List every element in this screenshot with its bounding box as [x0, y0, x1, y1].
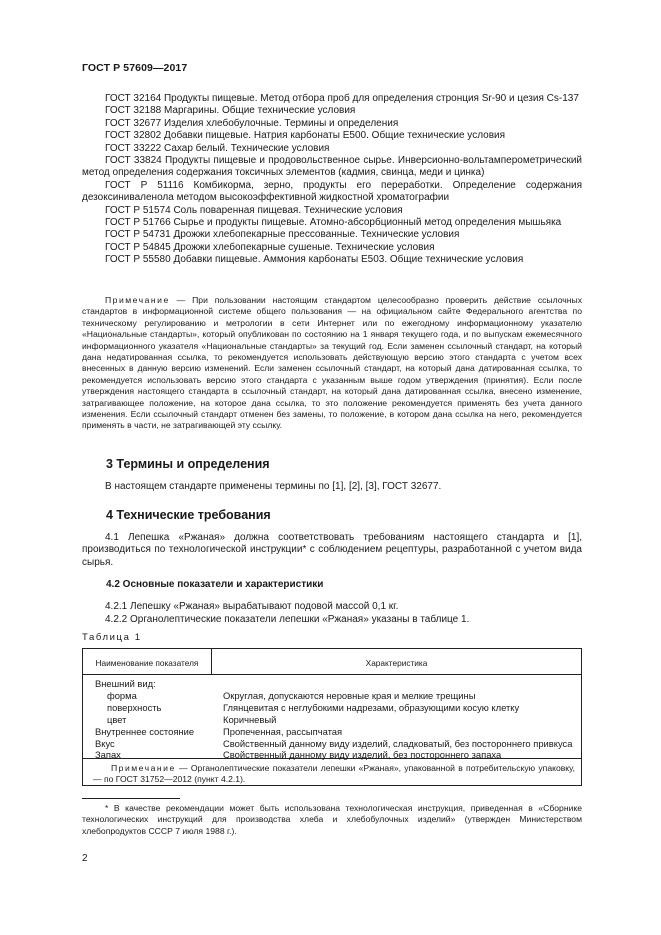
table-row: [83, 749, 581, 761]
row-label: Вкус: [95, 738, 115, 749]
table-body: [83, 675, 581, 759]
paragraph-4-1: 4.1 Лепешка «Ржаная» должна соответствовать требованиям настоящего стандарта и [1], производиться по технологической инструкции* с соблюдением рецептуры, разработанной с учетом вида сырья.: [82, 532, 582, 568]
reference-item: ГОСТ 32802 Добавки пищевые. Натрия карбонаты Е500. Общие технические условия: [105, 130, 506, 142]
references-note: [82, 295, 582, 432]
page-number: 2: [82, 853, 88, 864]
document-header: ГОСТ Р 57609—2017: [82, 62, 188, 74]
reference-item: ГОСТ Р 54845 Дрожжи хлебопекарные сушеные. Технические условия: [105, 241, 435, 253]
normative-references-list: [82, 93, 582, 267]
row-value: Пропеченная, рассыпчатая: [223, 726, 343, 737]
paragraph-4-2-2: 4.2.2 Органолептические показатели лепешки «Ржаная» указаны в таблице 1.: [105, 614, 470, 625]
row-label: цвет: [107, 714, 127, 725]
row-label: поверхность: [107, 702, 162, 713]
table-note-text: — Органолептические показатели лепешки «Ржаная», упакованной в потребительскую упаковку, — по ГОСТ 31752—2012 (пункт 4.2.1).: [93, 763, 575, 785]
column-header-characteristic: Характеристика: [365, 658, 428, 668]
table-row: [83, 690, 581, 702]
section-3-text: В настоящем стандарте применены термины по [1], [2], [3], ГОСТ 32677.: [105, 481, 442, 492]
table-row: [83, 714, 581, 726]
table-caption: Таблица 1: [82, 632, 142, 643]
footnote-divider: [82, 798, 180, 799]
reference-item: ГОСТ Р 51766 Сырье и продукты пищевые. Атомно-абсорбционный метод определения мышьяка: [105, 217, 562, 229]
table-row: [83, 726, 581, 738]
row-value: Округлая, допускаются неровные края и мелкие трещины: [223, 690, 476, 701]
row-value: Свойственный данному виду изделий, сладковатый, без постороннего привкуса: [223, 738, 573, 749]
subsection-4-2-title: 4.2 Основные показатели и характеристики: [106, 579, 324, 590]
section-3-title: 3 Термины и определения: [106, 457, 270, 471]
table-header-row: [83, 649, 581, 675]
reference-item: ГОСТ 33824 Продукты пищевые и продовольственное сырье. Инверсионно-вольтамперометрический метод определения содержания токсичных элементов (кадмия, свинца, меди и цинка): [82, 155, 582, 179]
table-note-label: Примечание: [111, 763, 176, 773]
footnote: * В качестве рекомендации может быть использована технологическая инструкция, приведенная в «Сборнике технологических инструкций для производства хлеба и хлебобулочных изделий» (утвержден Министерством хлебопродуктов СССР 7 июля 1988 г.).: [82, 803, 582, 836]
row-label: Внешний вид:: [95, 678, 156, 689]
note-label: Примечание: [105, 295, 170, 305]
table-note: [93, 763, 575, 786]
reference-item: ГОСТ 32164 Продукты пищевые. Метод отбора проб для определения стронция Sr-90 и цезия Cs-137: [105, 93, 579, 104]
section-4-title: 4 Технические требования: [106, 508, 271, 522]
organoleptic-table: [82, 648, 582, 786]
row-value: Глянцевитая с неглубокими надрезами, образующими косую клетку: [223, 702, 520, 713]
row-value: Коричневый: [223, 714, 277, 725]
reference-item: ГОСТ Р 55580 Добавки пищевые. Аммония карбонаты Е503. Общие технические условия: [105, 254, 524, 266]
reference-item: ГОСТ Р 51116 Комбикорма, зерно, продукты его переработки. Определение содержания дезоксиниваленола методом высокоэффективной жидкостной хроматографии: [82, 179, 582, 204]
reference-item: ГОСТ Р 54731 Дрожжи хлебопекарные прессованные. Технические условия: [105, 229, 460, 241]
row-label: Внутреннее состояние: [95, 726, 195, 737]
row-label: форма: [107, 690, 137, 701]
reference-item: ГОСТ 32188 Маргарины. Общие технические условия: [105, 105, 356, 117]
row-label: Запах: [95, 749, 121, 760]
note-text: — При пользовании настоящим стандартом целесообразно проверить действие ссылочных стандартов в информационной системе общего пользования — на официальном сайте Федерального агентства по техническому регулированию и метрологии в сети Интернет или по ежегодному информационному указателю «Национальные стандарты», который опубликован по состоянию на 1 января текущего года, и по выпускам ежемесячного информационного указателя «Национальные стандарты» за текущий год. Если заменен ссылочный стандарт, на который дана недатированная ссылка, то рекомендуется использовать действующую версию этого стандарта с учетом всех внесенных в данную версию изменений. Если заменен ссылочный стандарт, на который дана датированная ссылка, то рекомендуется использовать версию этого стандарта с указанным выше годом утверждения (принятия). Если после утверждения настоящего стандарта в ссылочный стандарт, на который дана датированная ссылка, внесено изменение, затрагивающее положение, на которое дана ссылка, то это положение рекомендуется применять без учета данного изменения. Если ссылочный стандарт отменен без замены, то положение, в котором дана ссылка на него, рекомендуется применять в части, не затрагивающей эту ссылку.: [82, 295, 582, 431]
table-row: [83, 702, 581, 714]
table-row: [83, 678, 581, 690]
reference-item: ГОСТ 33222 Сахар белый. Технические условия: [105, 142, 330, 154]
reference-item: ГОСТ 32677 Изделия хлебобулочные. Термины и определения: [105, 117, 399, 129]
reference-item: ГОСТ Р 51574 Соль поваренная пищевая. Технические условия: [105, 204, 403, 216]
row-value: Свойственный данному виду изделий, без постороннего запаха: [223, 749, 502, 760]
paragraph-4-2-1: 4.2.1 Лепешку «Ржаная» вырабатывают подовой массой 0,1 кг.: [105, 601, 399, 612]
column-header-indicator: Наименование показателя: [95, 658, 199, 668]
